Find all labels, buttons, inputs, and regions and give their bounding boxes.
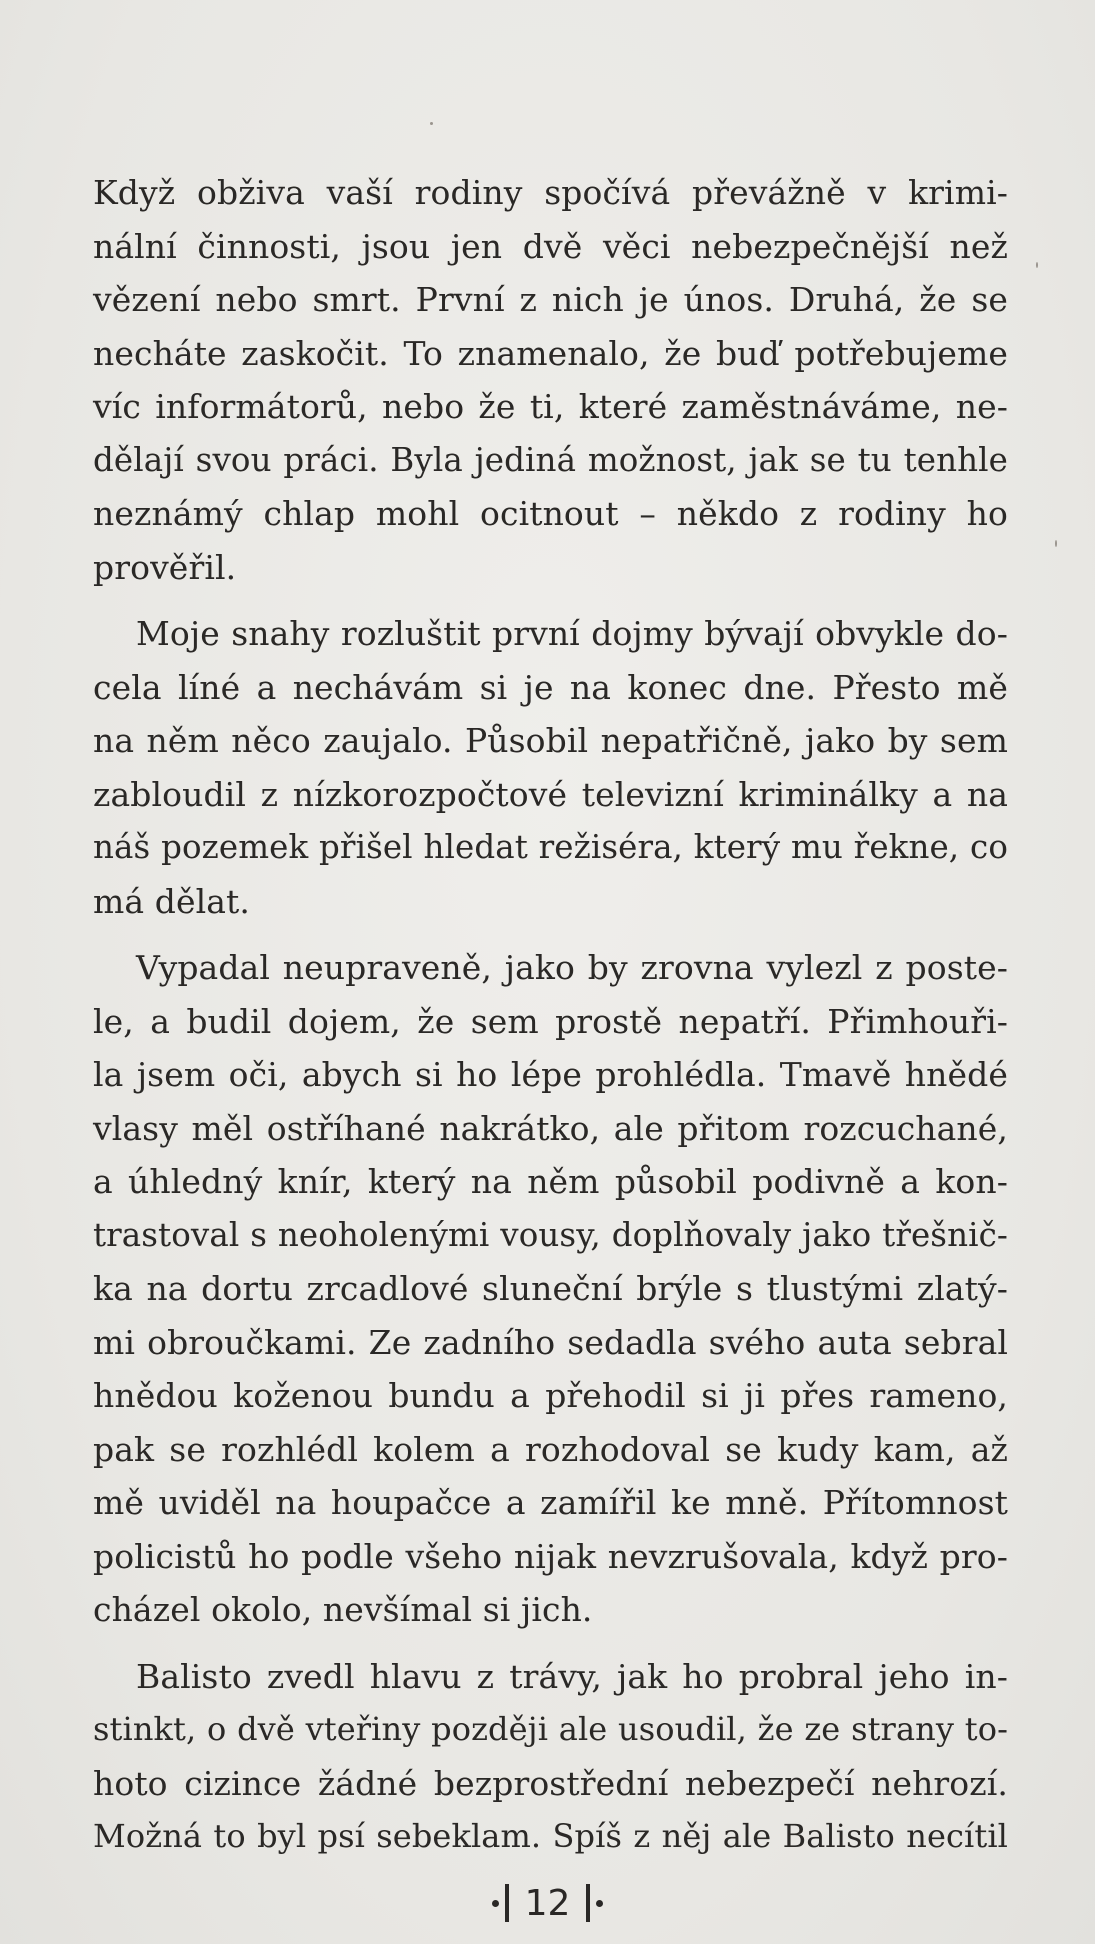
paragraph-4 — [93, 1650, 1008, 1864]
text-line: mě uviděl na houpačce a zamířil ke mně. Přítomnost — [93, 1483, 1008, 1522]
text-line: le, a budil dojem, že sem prostě nepatří. Přimhouři- — [93, 1001, 1008, 1041]
bar-icon — [586, 1884, 590, 1922]
text-line: stinkt, o dvě vteřiny později ale usoudil, že ze strany to- — [93, 1710, 1008, 1748]
page-number: 12 — [524, 1882, 571, 1924]
text-line: ka na dortu zrcadlové sluneční brýle s tlustými zlatý- — [93, 1269, 1008, 1308]
text-line: zabloudil z nízkorozpočtové televizní kriminálky a na — [93, 774, 1008, 814]
dot-icon — [492, 1900, 499, 1907]
paper-speck — [1036, 262, 1038, 268]
text-line: policistů ho podle všeho nijak nevzrušovala, když pro- — [93, 1536, 1008, 1576]
body-text — [93, 166, 1008, 1864]
paragraph-2 — [93, 607, 1008, 928]
paragraph-1 — [93, 166, 1008, 594]
paragraph-3 — [93, 941, 1008, 1637]
text-line: hoto cizince žádné bezprostřední nebezpečí nehrozí. — [93, 1763, 1008, 1803]
text-line: cházel okolo, nevšímal si jich. — [93, 1590, 593, 1629]
folio-ornament-right — [586, 1884, 603, 1922]
paper-speck — [430, 122, 433, 125]
text-line: neznámý chlap mohl ocitnout – někdo z rodiny ho — [93, 494, 1008, 533]
text-line: má dělat. — [93, 881, 250, 921]
text-line: cela líné a nechávám si je na konec dne. Přesto mě — [93, 667, 1008, 707]
text-line: la jsem oči, abych si ho lépe prohlédla. Tmavě hnědé — [93, 1055, 1008, 1094]
text-line: a úhledný knír, který na něm působil podivně a kon- — [93, 1162, 1008, 1201]
paper-speck — [1055, 540, 1057, 547]
text-line: mi obroučkami. Ze zadního sedadla svého auta sebral — [93, 1322, 1008, 1362]
text-line: Balisto zvedl hlavu z trávy, jak ho probral jeho in- — [136, 1656, 1008, 1696]
text-line: vlasy měl ostříhané nakrátko, ale přitom rozcuchané, — [93, 1108, 1008, 1148]
text-line: prověřil. — [93, 547, 237, 587]
text-line: nální činnosti, jsou jen dvě věci nebezpečnější než — [93, 226, 1008, 266]
text-line: trastoval s neoholenými vousy, doplňovaly jako třešnič- — [93, 1215, 1008, 1254]
text-line: Možná to byl psí sebeklam. Spíš z něj ale Balisto necítil — [93, 1817, 1008, 1855]
text-line: hnědou koženou bundu a přehodil si ji přes rameno, — [93, 1376, 1008, 1415]
text-line: pak se rozhlédl kolem a rozhodoval se kudy kam, až — [93, 1429, 1008, 1469]
text-line: vězení nebo smrt. První z nich je únos. Druhá, že se — [93, 280, 1008, 319]
text-line: dělají svou práci. Byla jediná možnost, jak se tu tenhle — [93, 440, 1008, 479]
dot-icon — [596, 1900, 603, 1907]
text-line: necháte zaskočit. To znamenalo, že buď potřebujeme — [93, 333, 1008, 373]
text-line: náš pozemek přišel hledat režiséra, který mu řekne, co — [93, 828, 1008, 866]
text-line: víc informátorů, nebo že ti, které zaměstnáváme, ne- — [93, 387, 1008, 426]
text-line: Když obživa vaší rodiny spočívá převážně v krimi- — [93, 173, 1008, 212]
page-footer — [0, 1878, 1095, 1928]
text-line: Moje snahy rozluštit první dojmy bývají obvykle do- — [136, 614, 1008, 653]
bar-icon — [505, 1884, 509, 1922]
text-line: Vypadal neupraveně, jako by zrovna vylezl z poste- — [136, 948, 1008, 987]
folio-ornament-left — [492, 1884, 509, 1922]
text-line: na něm něco zaujalo. Působil nepatřičně, jako by sem — [93, 721, 1008, 760]
